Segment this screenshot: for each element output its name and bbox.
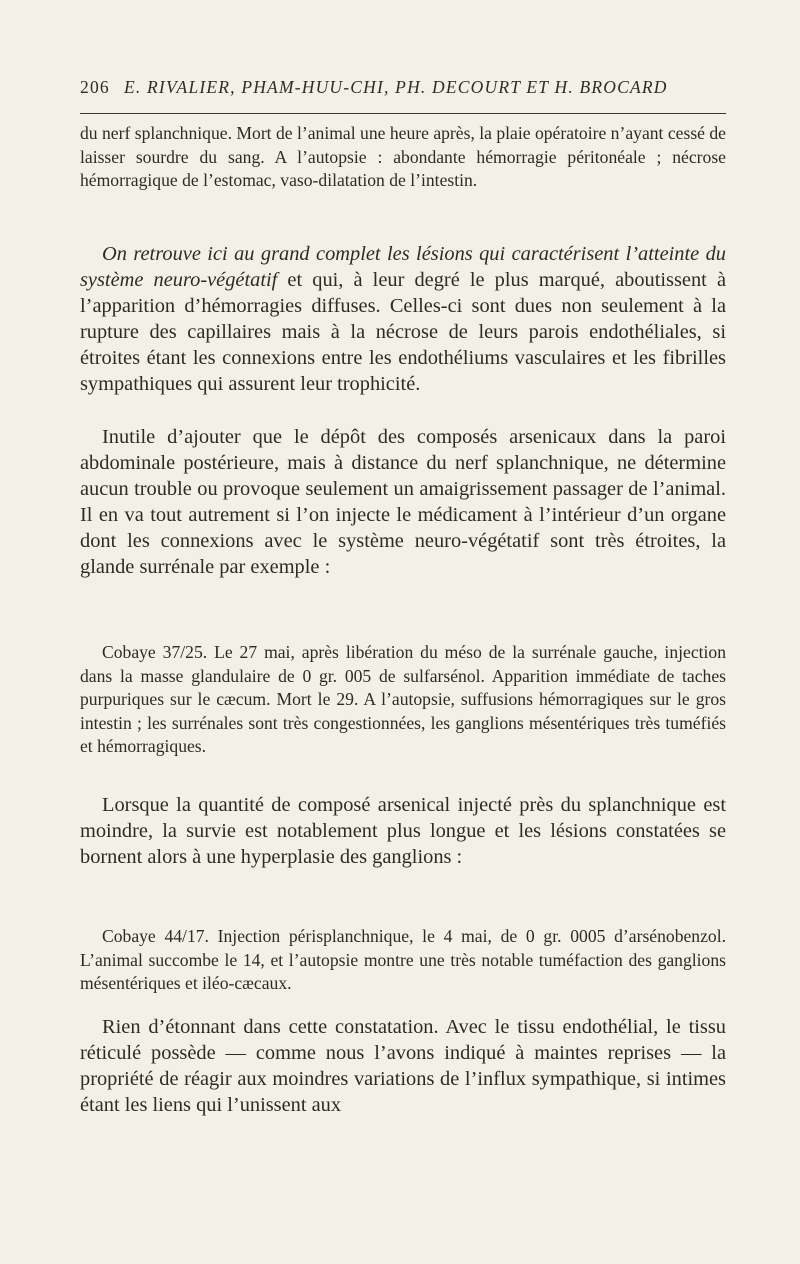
paragraph-lesions (80, 241, 726, 398)
case-report-44-17 (80, 925, 726, 996)
paragraph-2-italic: On retrouve ici au grand complet les lésions qui caractérisent l’atteinte du système neuro-végétatif (80, 243, 726, 292)
running-header (80, 77, 726, 101)
header-authors: E. RIVALIER, PHAM-HUU-CHI, PH. DECOURT ET H. BROCARD (124, 77, 668, 97)
paragraph-4: Cobaye 37/25. Le 27 mai, après libération du méso de la surrénale gauche, injection dans la masse glandulaire de 0 gr. 005 de sulfarsénol. Apparition immédiate de taches purpuriques sur le cæcum. Mort le 29. A l’autopsie, suffusions hémorragiques sur le gros intestin ; les surrénales sont très congestionnées, les ganglions mésentériques très tuméfiés et hémorragiques. (80, 642, 726, 757)
paragraph-1: du nerf splanchnique. Mort de l’animal une heure après, la plaie opératoire n’ayant cessé de laisser sourdre du sang. A l’autopsie : abondante hémorragie péritonéale ; nécrose hémorragique de l’estomac, vaso-dilatation de l’intestin. (80, 123, 726, 191)
paragraph-surrenale (80, 424, 726, 581)
paragraph-2-rest: et qui, à leur degré le plus marqué, aboutissent à l’apparition d’hémorragies diffuses. Celles-ci sont dues non seulement à la rupture des capillaires mais à la nécrose de leurs parois endothéliales, si étroites étant les connexions entre les endothéliums vasculaires et les fibrilles sympathiques qui assurent leur trophicité. (80, 269, 726, 396)
paragraph-5: Lorsque la quantité de composé arsenical injecté près du splanchnique est moindre, la survie est notablement plus longue et les lésions constatées se bornent alors à une hyperplasie des ganglions : (80, 794, 726, 869)
paragraph-quantite (80, 792, 726, 870)
paragraph-3: Inutile d’ajouter que le dépôt des composés arsenicaux dans la paroi abdominale postérieure, mais à distance du nerf splanchnique, ne détermine aucun trouble ou provoque seulement un amaigrissement passager de l’animal. Il en va tout autrement si l’on injecte le médicament à l’intérieur d’un organe dont les connexions avec le système neuro-végétatif sont très étroites, la glande surrénale par exemple : (80, 426, 726, 579)
header-rule (80, 113, 726, 114)
paragraph-2 (80, 241, 726, 398)
page-number: 206 (80, 77, 110, 97)
paragraph-continuation (80, 122, 726, 193)
paragraph-6: Cobaye 44/17. Injection périsplanchnique, le 4 mai, de 0 gr. 0005 d’arsénobenzol. L’animal succombe le 14, et l’autopsie montre une très notable tuméfaction des ganglions mésentériques et iléo-cæcaux. (80, 926, 726, 994)
paragraph-7: Rien d’étonnant dans cette constatation. Avec le tissu endothélial, le tissu réticulé possède — comme nous l’avons indiqué à maintes reprises — la propriété de réagir aux moindres variations de l’influx sympathique, si intimes étant les liens qui l’unissent aux (80, 1016, 726, 1117)
case-report-37-25 (80, 641, 726, 759)
paragraph-constatation (80, 1014, 726, 1118)
